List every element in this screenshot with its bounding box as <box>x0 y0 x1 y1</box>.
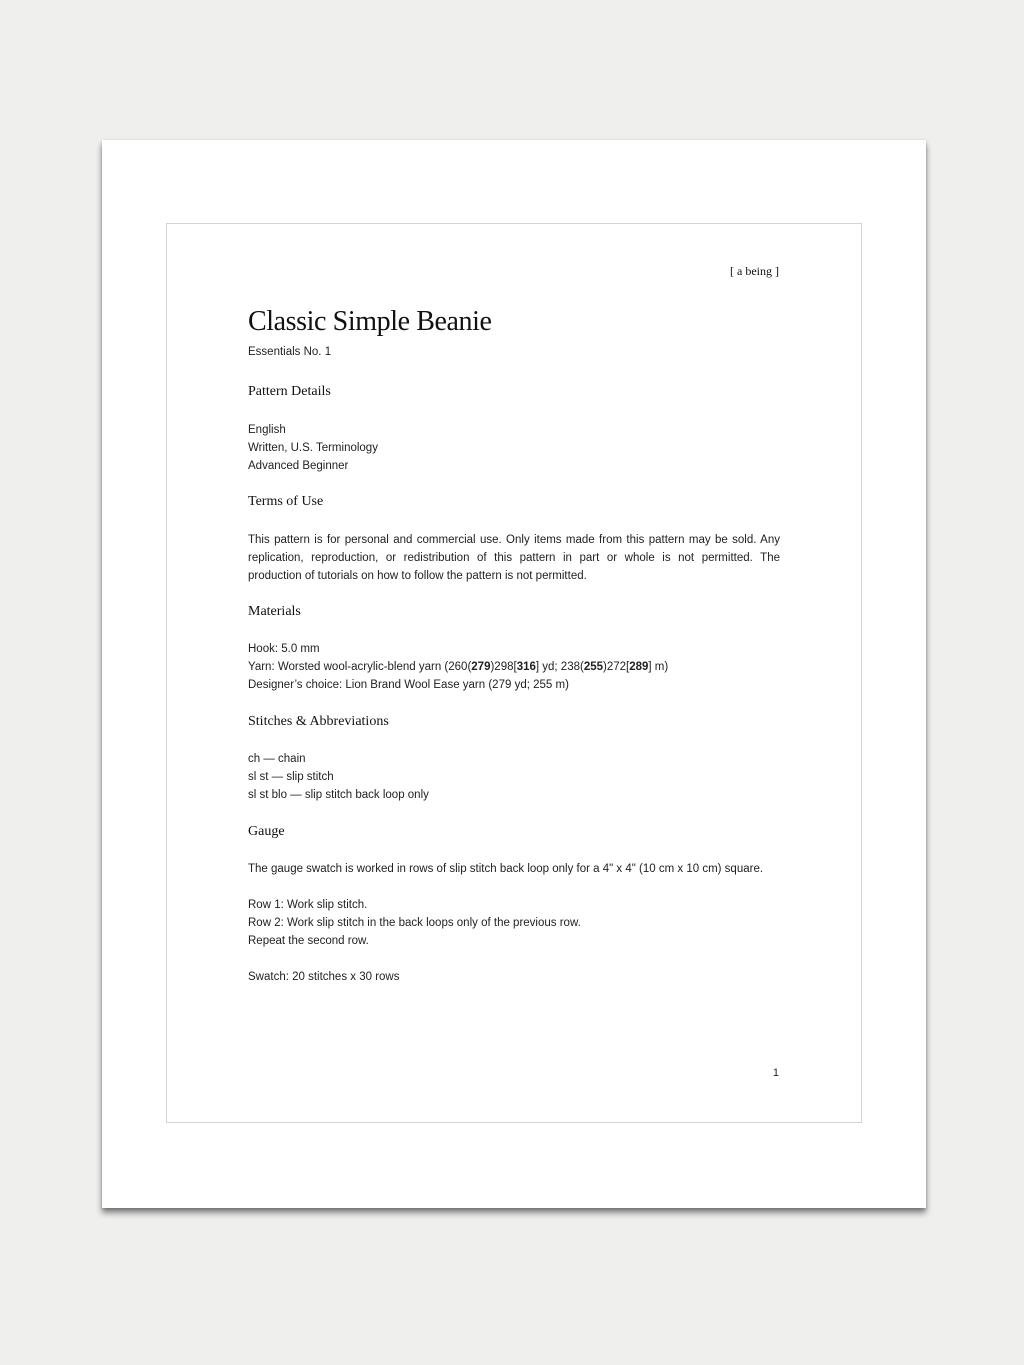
terms-of-use-paragraph <box>248 531 780 585</box>
yarn-text: )298[ <box>490 661 517 673</box>
pattern-detail-terminology: Written, U.S. Terminology <box>248 442 378 454</box>
gauge-intro <box>248 860 780 878</box>
yarn-text: )272[ <box>603 661 630 673</box>
terms-line: This pattern is for personal and commercial use. Only items made from this pattern may be sold. Any <box>248 534 780 546</box>
yarn-text: Yarn: Worsted wool-acrylic-blend yarn (260( <box>248 661 472 673</box>
gauge-row: Row 2: Work slip stitch in the back loops only of the previous row. <box>248 917 581 929</box>
pattern-details-list <box>248 421 780 475</box>
stitch-abbreviation: sl st blo — slip stitch back loop only <box>248 789 429 801</box>
document-sheet <box>102 140 926 1208</box>
stitches-list <box>248 750 780 804</box>
pattern-detail-skill-level: Advanced Beginner <box>248 460 349 472</box>
yarn-text: ] m) <box>648 661 669 673</box>
terms-line: production of tutorials on how to follow the pattern is not permitted. <box>248 570 587 582</box>
stitch-abbreviation: sl st — slip stitch <box>248 771 334 783</box>
section-heading-gauge: Gauge <box>248 824 285 839</box>
materials-hook: Hook: 5.0 mm <box>248 643 320 655</box>
yarn-text: ] yd; 238( <box>535 661 584 673</box>
gauge-swatch <box>248 968 780 986</box>
yarn-size-bold: 279 <box>471 661 491 673</box>
yarn-size-bold: 316 <box>516 661 536 673</box>
section-heading-terms-of-use: Terms of Use <box>248 494 324 509</box>
yarn-size-bold: 289 <box>629 661 649 673</box>
gauge-row: Row 1: Work slip stitch. <box>248 899 368 911</box>
gauge-swatch-text: Swatch: 20 stitches x 30 rows <box>248 971 400 983</box>
page <box>166 223 862 1123</box>
page-subtitle: Essentials No. 1 <box>248 346 332 358</box>
section-heading-materials: Materials <box>248 604 301 619</box>
pattern-detail-language: English <box>248 424 286 436</box>
brand-mark: [ a being ] <box>730 264 779 278</box>
gauge-row: Repeat the second row. <box>248 935 369 947</box>
gauge-rows <box>248 896 780 950</box>
stitch-abbreviation: ch — chain <box>248 753 306 765</box>
section-heading-pattern-details: Pattern Details <box>248 384 331 399</box>
terms-line: replication, reproduction, or redistribution of this pattern in part or whole is not permitted. The <box>248 552 780 564</box>
page-title: Classic Simple Beanie <box>248 306 492 337</box>
materials-list <box>248 640 780 694</box>
yarn-size-bold: 255 <box>583 661 604 673</box>
materials-yarn <box>248 658 780 676</box>
materials-designer-choice: Designer’s choice: Lion Brand Wool Ease yarn (279 yd; 255 m) <box>248 679 569 691</box>
gauge-intro-text: The gauge swatch is worked in rows of slip stitch back loop only for a 4" x 4" (10 cm x 10 cm) square. <box>248 863 764 875</box>
page-number: 1 <box>772 1067 779 1079</box>
section-heading-stitches: Stitches & Abbreviations <box>248 714 389 729</box>
